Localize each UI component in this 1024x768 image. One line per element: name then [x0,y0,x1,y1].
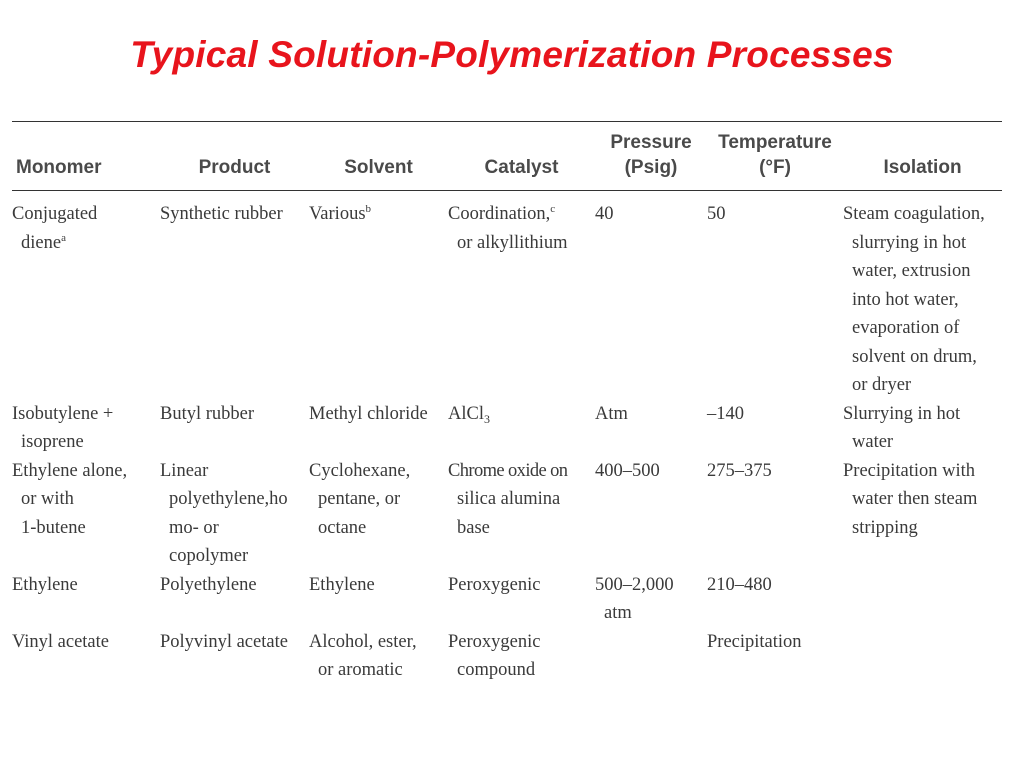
cell-monomer: Isobutylene + isoprene [12,403,114,452]
cell-monomer: Vinyl acetate [12,631,109,652]
cell-product: Polyvinyl acetate [160,631,288,652]
header-isolation: Isolation [883,157,962,178]
cell-solvent: Various$^b$ [309,203,372,224]
table-header [12,122,1002,191]
table-row [12,400,1002,457]
cell-product: Polyethylene [160,574,257,595]
cell-isolation [843,628,1002,685]
cell-pressure: 500–2,000 atm [595,574,674,623]
cell-monomer: Ethylene alone, or with 1-butene [12,460,128,538]
table-row [12,191,1002,400]
cell-isolation: Precipitation with water then steam stripping [843,460,978,538]
cell-product: Butyl rubber [160,403,255,424]
cell-pressure: 40 [595,204,614,224]
cell-pressure [595,628,707,685]
footnote-marker: b [365,203,372,215]
slide-title: Typical Solution-Polymerization Processes [130,34,894,75]
cell-product: Synthetic rubber [160,204,283,224]
cell-isolation [843,571,1002,628]
header-solvent: Solvent [344,157,413,178]
cell-solvent: Ethylene [309,574,375,595]
cell-catalyst: AlCl$_3$ [448,403,490,426]
header-monomer: Monomer [16,157,102,178]
cell-product: Linear polyethylene,ho mo- or copolymer [160,460,288,566]
cell-solvent: Methyl chloride [309,403,428,424]
process-table [12,122,1002,685]
cell-catalyst: Peroxygenic compound [448,631,541,680]
cell-catalyst: Coordination,$^c$ or alkyllithium [448,203,568,253]
table-row [12,628,1002,685]
table-row [12,457,1002,571]
cell-temperature: 275–375 [707,460,772,481]
footnote-marker: c [550,203,556,215]
cell-temperature: Precipitation [707,631,802,652]
cell-monomer: Ethylene [12,574,78,595]
header-temperature: Temperature (°F) [718,132,832,178]
cell-temperature: 210–480 [707,574,772,595]
cell-solvent: Cyclohexane, pentane, or octane [309,460,411,538]
cell-isolation: Slurrying in hot water [843,403,961,452]
cell-temperature: 50 [707,204,726,224]
footnote-marker: a [61,231,66,244]
header-row [12,122,1002,191]
table-row [12,571,1002,628]
cell-temperature: –140 [707,403,744,424]
cell-monomer: Conjugated diene$^a$ [12,204,98,253]
header-product: Product [198,157,271,178]
header-catalyst: Catalyst [484,157,559,178]
cell-pressure: Atm [595,403,628,424]
cell-isolation: Steam coagulation, slurrying in hot water, extrusion into hot water, evaporation of solvent on drum, or dryer [843,204,985,395]
cell-catalyst: Chrome oxide on silica alumina base [448,460,568,538]
process-table-container [12,121,1002,685]
cell-pressure: 400–500 [595,460,660,481]
cell-solvent: Alcohol, ester, or aromatic [309,631,417,680]
header-pressure: Pressure (Psig) [610,132,692,178]
cell-catalyst: Peroxygenic [448,574,541,595]
table-body [12,191,1002,685]
